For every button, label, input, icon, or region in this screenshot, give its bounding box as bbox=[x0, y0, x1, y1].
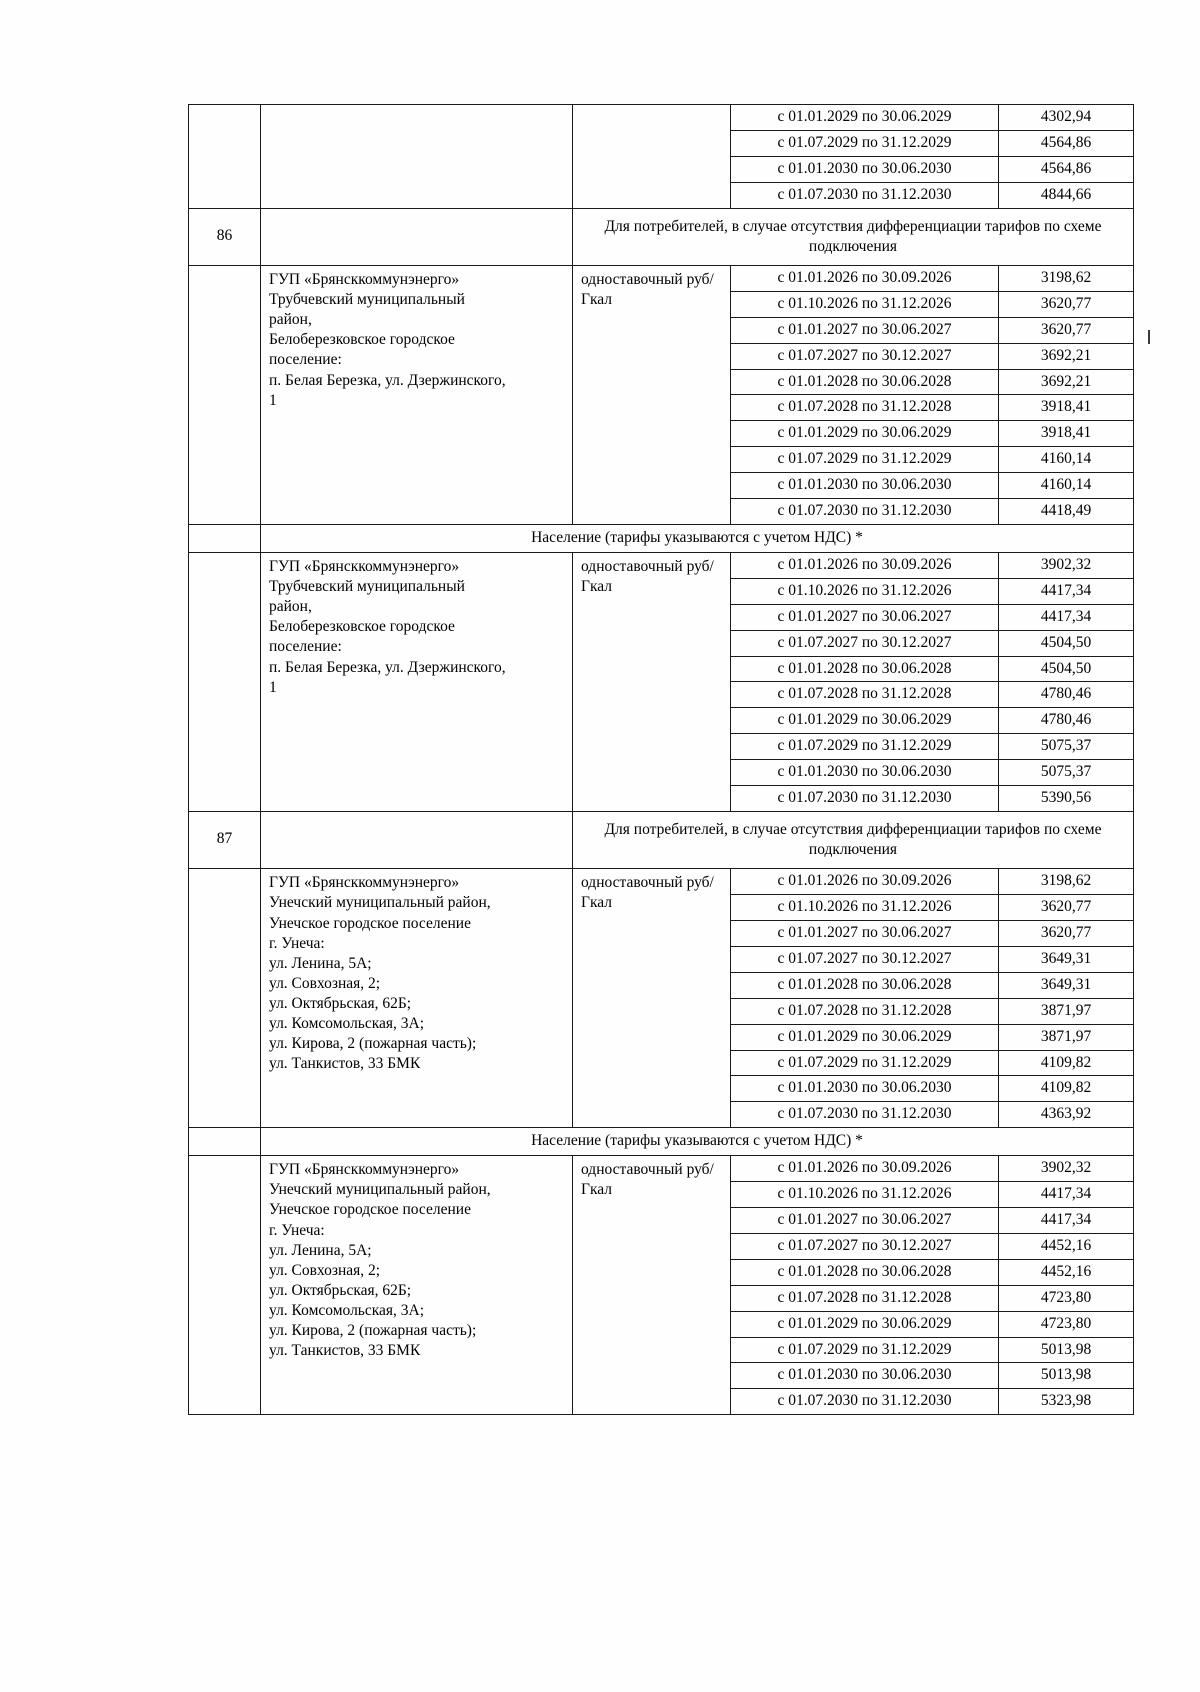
banner-naselenie-86: Население (тарифы указываются с учетом НДС) * bbox=[261, 524, 1134, 552]
cell-period: с 01.07.2027 по 30.12.2027 bbox=[731, 343, 999, 369]
org-line: поселение: bbox=[269, 638, 342, 656]
cell-value: 5075,37 bbox=[999, 734, 1134, 760]
cell-value: 4363,92 bbox=[999, 1102, 1134, 1128]
cell-period: с 01.07.2030 по 31.12.2030 bbox=[731, 182, 999, 208]
cell-period: с 01.07.2029 по 31.12.2029 bbox=[731, 447, 999, 473]
org-line: ул. Кирова, 2 (пожарная часть); bbox=[269, 1322, 477, 1340]
banner-potrebiteli-87: Для потребителей, в случае отсутствия дифференциации тарифов по схеме подключения bbox=[573, 811, 1134, 868]
cell-value: 3620,77 bbox=[999, 895, 1134, 921]
cell-value: 3918,41 bbox=[999, 395, 1134, 421]
cell-period: с 01.07.2030 по 31.12.2030 bbox=[731, 499, 999, 525]
cell-value: 3692,21 bbox=[999, 343, 1134, 369]
cell-period: с 01.07.2027 по 30.12.2027 bbox=[731, 630, 999, 656]
cell-period: с 01.01.2029 по 30.06.2029 bbox=[731, 421, 999, 447]
cell-period: с 01.01.2027 по 30.06.2027 bbox=[731, 921, 999, 947]
org-line: поселение: bbox=[269, 351, 342, 369]
cell-number-continued bbox=[189, 105, 261, 209]
cell-value: 5323,98 bbox=[999, 1389, 1134, 1415]
cell-value: 4160,14 bbox=[999, 447, 1134, 473]
cell-unit-86: одноставочный руб/Гкал bbox=[573, 265, 731, 524]
org-line: ул. Октябрьская, 62Б; bbox=[269, 995, 412, 1013]
org-line: Трубчевский муниципальный bbox=[269, 578, 465, 596]
cell-period: с 01.01.2029 по 30.06.2029 bbox=[731, 105, 999, 131]
cell-org-empty bbox=[261, 811, 573, 868]
cell-unit-continued bbox=[573, 105, 731, 209]
cell-value: 3649,31 bbox=[999, 946, 1134, 972]
org-line: п. Белая Березка, ул. Дзержинского, bbox=[269, 371, 506, 389]
org-line: ул. Танкистов, 33 БМК bbox=[269, 1055, 421, 1073]
cell-value: 3871,97 bbox=[999, 1024, 1134, 1050]
cell-value: 4504,50 bbox=[999, 630, 1134, 656]
cell-number-blank bbox=[189, 552, 261, 811]
banner-potrebiteli-86: Для потребителей, в случае отсутствия дифференциации тарифов по схеме подключения bbox=[573, 208, 1134, 265]
cell-period: с 01.07.2029 по 31.12.2029 bbox=[731, 1050, 999, 1076]
cell-unit-87-naselenie: одноставочный руб/Гкал bbox=[573, 1156, 731, 1415]
cell-value: 4452,16 bbox=[999, 1233, 1134, 1259]
cell-period: с 01.07.2030 по 31.12.2030 bbox=[731, 1389, 999, 1415]
org-line: Унечский муниципальный район, bbox=[269, 894, 491, 912]
cell-period: с 01.01.2028 по 30.06.2028 bbox=[731, 369, 999, 395]
cell-value: 4564,86 bbox=[999, 156, 1134, 182]
org-line: район, bbox=[269, 598, 312, 616]
cell-value: 4564,86 bbox=[999, 130, 1134, 156]
cell-number-blank bbox=[189, 524, 261, 552]
cell-period: с 01.01.2028 по 30.06.2028 bbox=[731, 656, 999, 682]
cell-number-87: 87 bbox=[189, 811, 261, 868]
cell-value: 3918,41 bbox=[999, 421, 1134, 447]
cell-org-empty bbox=[261, 208, 573, 265]
org-line: район, bbox=[269, 311, 312, 329]
org-line: г. Унеча: bbox=[269, 934, 325, 952]
cell-value: 3198,62 bbox=[999, 869, 1134, 895]
org-line: Трубчевский муниципальный bbox=[269, 291, 465, 309]
cell-value: 4780,46 bbox=[999, 708, 1134, 734]
cell-value: 3692,21 bbox=[999, 369, 1134, 395]
cell-value: 3649,31 bbox=[999, 972, 1134, 998]
cell-period: с 01.07.2030 по 31.12.2030 bbox=[731, 1102, 999, 1128]
org-line: ГУП «Брянсккоммунэнерго» bbox=[269, 557, 460, 575]
cell-value: 4417,34 bbox=[999, 1208, 1134, 1234]
org-line: ул. Комсомольская, 3А; bbox=[269, 1015, 425, 1033]
cell-number-blank bbox=[189, 869, 261, 1128]
org-line: ул. Ленина, 5А; bbox=[269, 1241, 372, 1259]
org-line: Белоберезковское городское bbox=[269, 331, 455, 349]
cell-period: с 01.07.2030 по 31.12.2030 bbox=[731, 786, 999, 812]
cell-period: с 01.01.2030 по 30.06.2030 bbox=[731, 473, 999, 499]
org-line: ул. Совхозная, 2; bbox=[269, 974, 381, 992]
cell-period: с 01.01.2029 по 30.06.2029 bbox=[731, 1024, 999, 1050]
cell-value: 3902,32 bbox=[999, 552, 1134, 578]
org-line: ГУП «Брянсккоммунэнерго» bbox=[269, 1161, 460, 1179]
cell-value: 3871,97 bbox=[999, 998, 1134, 1024]
org-line: 1 bbox=[269, 678, 277, 696]
cell-period: с 01.01.2030 по 30.06.2030 bbox=[731, 760, 999, 786]
cell-period: с 01.01.2027 по 30.06.2027 bbox=[731, 317, 999, 343]
cell-organization-86-naselenie bbox=[261, 552, 573, 811]
cell-organization-87-naselenie bbox=[261, 1156, 573, 1415]
org-line: ул. Кирова, 2 (пожарная часть); bbox=[269, 1035, 477, 1053]
cell-period: с 01.07.2028 по 31.12.2028 bbox=[731, 1285, 999, 1311]
cell-value: 4844,66 bbox=[999, 182, 1134, 208]
cell-period: с 01.07.2028 по 31.12.2028 bbox=[731, 682, 999, 708]
cell-number-blank bbox=[189, 1156, 261, 1415]
cell-value: 3902,32 bbox=[999, 1156, 1134, 1182]
table-row bbox=[189, 552, 1134, 578]
cell-period: с 01.01.2029 по 30.06.2029 bbox=[731, 1311, 999, 1337]
cell-period: с 01.01.2026 по 30.09.2026 bbox=[731, 869, 999, 895]
cell-value: 5013,98 bbox=[999, 1363, 1134, 1389]
cell-value: 4109,82 bbox=[999, 1076, 1134, 1102]
org-line: п. Белая Березка, ул. Дзержинского, bbox=[269, 658, 506, 676]
cell-period: с 01.01.2026 по 30.09.2026 bbox=[731, 552, 999, 578]
org-line: Унечское городское поселение bbox=[269, 914, 471, 932]
cell-value: 4723,80 bbox=[999, 1311, 1134, 1337]
cell-period: с 01.07.2029 по 31.12.2029 bbox=[731, 130, 999, 156]
cell-period: с 01.10.2026 по 31.12.2026 bbox=[731, 291, 999, 317]
cell-period: с 01.01.2026 по 30.09.2026 bbox=[731, 265, 999, 291]
cell-period: с 01.07.2029 по 31.12.2029 bbox=[731, 1337, 999, 1363]
table-row bbox=[189, 265, 1134, 291]
cell-value: 5075,37 bbox=[999, 760, 1134, 786]
cell-period: с 01.01.2026 по 30.09.2026 bbox=[731, 1156, 999, 1182]
org-line: ул. Октябрьская, 62Б; bbox=[269, 1282, 412, 1300]
cell-value: 4417,34 bbox=[999, 604, 1134, 630]
cell-period: с 01.01.2030 по 30.06.2030 bbox=[731, 1363, 999, 1389]
org-line: ГУП «Брянсккоммунэнерго» bbox=[269, 874, 460, 892]
page-edge-mark bbox=[1148, 330, 1150, 344]
tariff-table bbox=[188, 104, 1134, 1415]
cell-value: 4452,16 bbox=[999, 1259, 1134, 1285]
table-row-banner-naselenie-87 bbox=[189, 1128, 1134, 1156]
table-row bbox=[189, 1156, 1134, 1182]
cell-period: с 01.07.2027 по 30.12.2027 bbox=[731, 1233, 999, 1259]
cell-value: 4417,34 bbox=[999, 578, 1134, 604]
org-line: ул. Ленина, 5А; bbox=[269, 954, 372, 972]
cell-value: 5013,98 bbox=[999, 1337, 1134, 1363]
cell-unit-86-naselenie: одноставочный руб/Гкал bbox=[573, 552, 731, 811]
table-row-banner-86 bbox=[189, 208, 1134, 265]
cell-value: 3620,77 bbox=[999, 317, 1134, 343]
cell-number-86: 86 bbox=[189, 208, 261, 265]
cell-period: с 01.01.2027 по 30.06.2027 bbox=[731, 604, 999, 630]
cell-value: 4109,82 bbox=[999, 1050, 1134, 1076]
cell-period: с 01.10.2026 по 31.12.2026 bbox=[731, 1182, 999, 1208]
cell-value: 3198,62 bbox=[999, 265, 1134, 291]
table-row bbox=[189, 869, 1134, 895]
cell-value: 4160,14 bbox=[999, 473, 1134, 499]
org-line: ГУП «Брянсккоммунэнерго» bbox=[269, 270, 460, 288]
org-line: г. Унеча: bbox=[269, 1221, 325, 1239]
org-line: Унечское городское поселение bbox=[269, 1201, 471, 1219]
cell-period: с 01.01.2030 по 30.06.2030 bbox=[731, 156, 999, 182]
org-line: ул. Танкистов, 33 БМК bbox=[269, 1342, 421, 1360]
cell-number-blank bbox=[189, 265, 261, 524]
cell-period: с 01.01.2027 по 30.06.2027 bbox=[731, 1208, 999, 1234]
cell-value: 4302,94 bbox=[999, 105, 1134, 131]
banner-naselenie-87: Население (тарифы указываются с учетом НДС) * bbox=[261, 1128, 1134, 1156]
table-row-banner-naselenie-86 bbox=[189, 524, 1134, 552]
table-row-banner-87 bbox=[189, 811, 1134, 868]
org-line: Белоберезковское городское bbox=[269, 618, 455, 636]
cell-organization-87 bbox=[261, 869, 573, 1128]
table-row bbox=[189, 105, 1134, 131]
cell-value: 4417,34 bbox=[999, 1182, 1134, 1208]
cell-unit-87: одноставочный руб/Гкал bbox=[573, 869, 731, 1128]
cell-value: 3620,77 bbox=[999, 921, 1134, 947]
cell-period: с 01.01.2029 по 30.06.2029 bbox=[731, 708, 999, 734]
cell-number-blank bbox=[189, 1128, 261, 1156]
cell-period: с 01.07.2028 по 31.12.2028 bbox=[731, 395, 999, 421]
cell-period: с 01.01.2028 по 30.06.2028 bbox=[731, 1259, 999, 1285]
cell-org-continued bbox=[261, 105, 573, 209]
cell-period: с 01.07.2027 по 30.12.2027 bbox=[731, 946, 999, 972]
org-line: 1 bbox=[269, 391, 277, 409]
cell-period: с 01.07.2029 по 31.12.2029 bbox=[731, 734, 999, 760]
cell-value: 4780,46 bbox=[999, 682, 1134, 708]
cell-value: 4504,50 bbox=[999, 656, 1134, 682]
cell-period: с 01.01.2028 по 30.06.2028 bbox=[731, 972, 999, 998]
cell-period: с 01.10.2026 по 31.12.2026 bbox=[731, 578, 999, 604]
cell-organization-86 bbox=[261, 265, 573, 524]
cell-period: с 01.10.2026 по 31.12.2026 bbox=[731, 895, 999, 921]
cell-value: 4418,49 bbox=[999, 499, 1134, 525]
cell-period: с 01.07.2028 по 31.12.2028 bbox=[731, 998, 999, 1024]
cell-value: 4723,80 bbox=[999, 1285, 1134, 1311]
cell-value: 3620,77 bbox=[999, 291, 1134, 317]
cell-value: 5390,56 bbox=[999, 786, 1134, 812]
org-line: Унечский муниципальный район, bbox=[269, 1181, 491, 1199]
org-line: ул. Совхозная, 2; bbox=[269, 1261, 381, 1279]
cell-period: с 01.01.2030 по 30.06.2030 bbox=[731, 1076, 999, 1102]
org-line: ул. Комсомольская, 3А; bbox=[269, 1302, 425, 1320]
